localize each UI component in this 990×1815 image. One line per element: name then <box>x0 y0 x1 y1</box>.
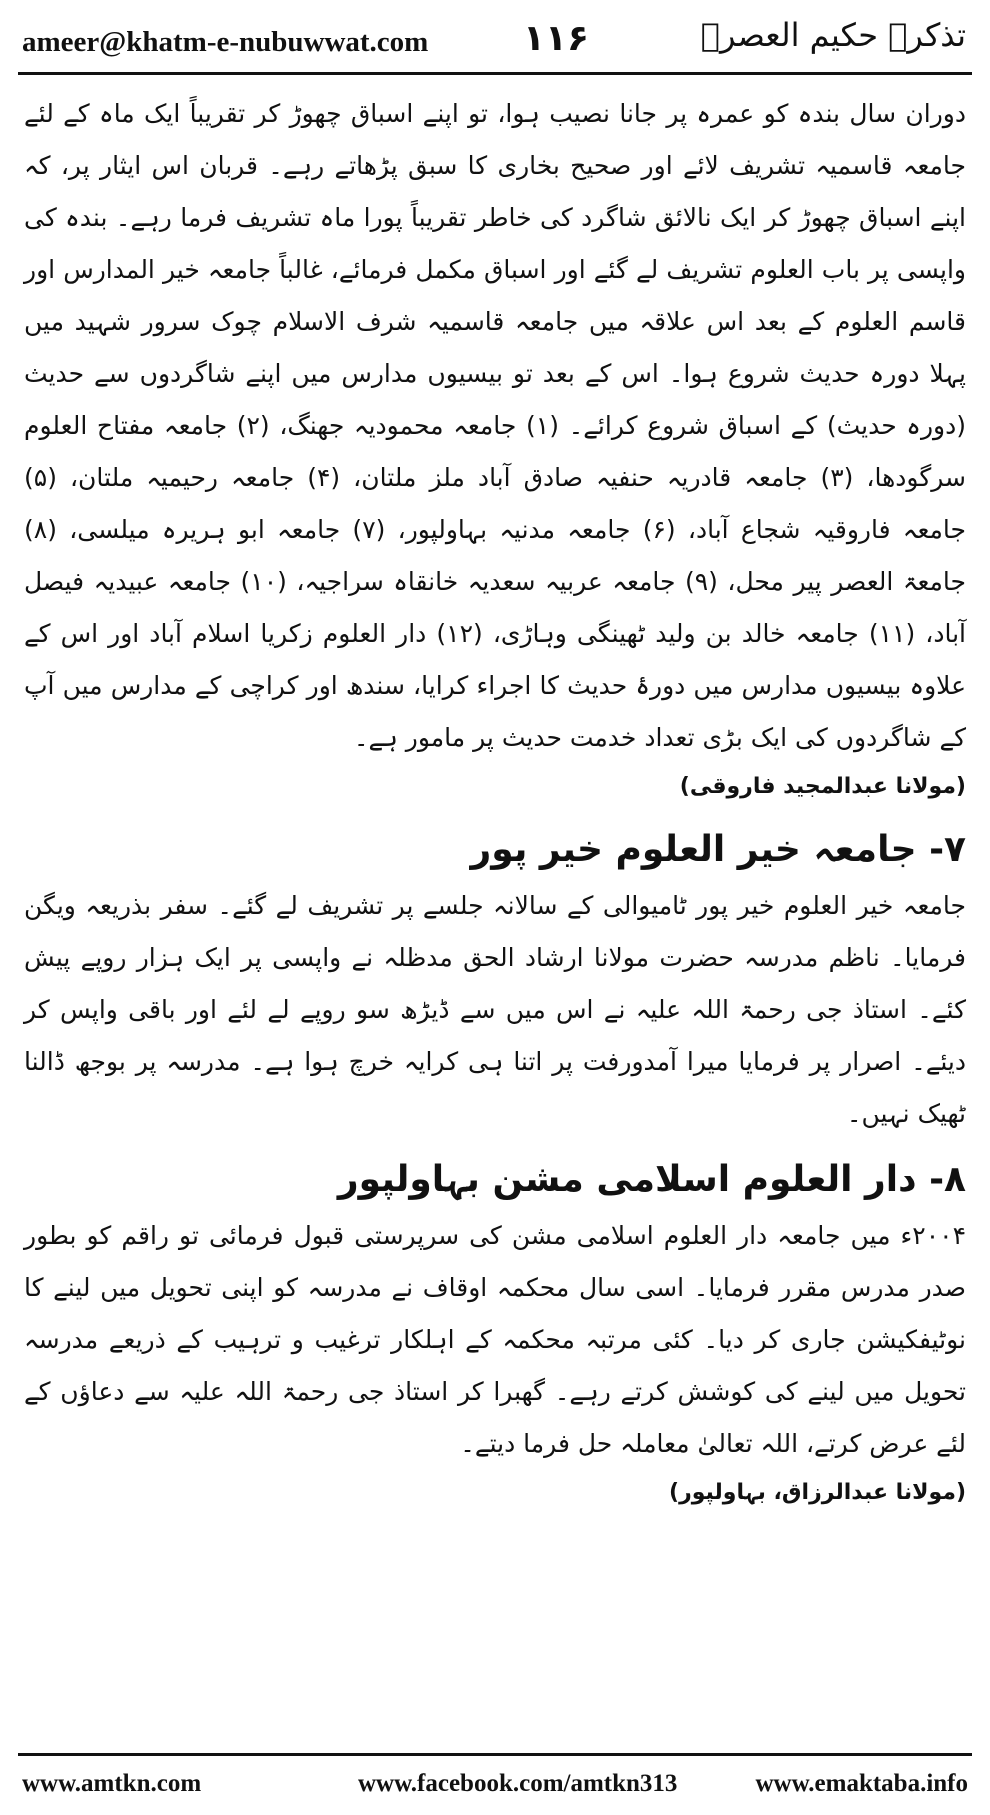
paragraph-2: جامعہ خیر العلوم خیر پور ٹامیوالی کے سالانہ جلسے پر تشریف لے گئے۔ سفر بذریعہ ویگن فرمایا۔ ناظم مدرسہ حضرت مولانا ارشاد الحق مدظلہ نے واپسی پر ایک ہزار روپے پیش کئے۔ استاذ جی رحمۃ اللہ علیہ نے اس میں سے ڈیڑھ سو روپے لے لئے اور باقی واپس کر دیئے۔ اصرار پر فرمایا میرا آمدورفت پر اتنا ہی کرایہ خرچ ہوا ہے۔ مدرسہ پر بوجھ ڈالنا ٹھیک نہیں۔ <box>24 891 966 1128</box>
page-footer <box>18 1766 972 1806</box>
footer-link-facebook[interactable]: www.facebook.com/amtkn313 <box>358 1770 678 1797</box>
footer-link-emaktaba[interactable]: www.emaktaba.info <box>755 1770 968 1797</box>
header-divider <box>18 72 972 75</box>
paragraph-3: ۲۰۰۴ء میں جامعہ دار العلوم اسلامی مشن کی سرپرستی قبول فرمائی تو راقم کو بطور صدر مدرس مقرر فرمایا۔ اسی سال محکمہ اوقاف نے مدرسہ کو اپنی تحویل میں لینے کا نوٹیفکیشن جاری کر دیا۔ کئی مرتبہ محکمہ کے اہلکار ترغیب و ترہیب کے ذریعے مدرسہ تحویل میں لینے کی کوشش کرتے رہے۔ گھبرا کر استاذ جی رحمۃ اللہ علیہ سے دعاؤں کے لئے عرض کرتے، اللہ تعالیٰ معاملہ حل فرما دیتے۔ <box>24 1221 966 1458</box>
credit-1: (مولانا عبدالمجید فاروقی) <box>679 774 966 799</box>
section-heading-7: ۷- جامعہ خیر العلوم خیر پور <box>470 829 966 870</box>
credit-2: (مولانا عبدالرزاق، بہاولپور) <box>669 1480 966 1505</box>
page-number: ۱۱۶ <box>523 18 589 59</box>
footer-link-amtkn[interactable]: www.amtkn.com <box>22 1770 202 1797</box>
section-heading-8: ۸- دار العلوم اسلامی مشن بہاولپور <box>337 1159 966 1200</box>
book-title: تذکرہ حکیم العصرؒ <box>700 16 966 54</box>
footer-divider <box>18 1753 972 1756</box>
header-email: ameer@khatm-e-nubuwwat.com <box>22 26 429 58</box>
paragraph-1: دوران سال بندہ کو عمرہ پر جانا نصیب ہوا، تو اپنے اسباق چھوڑ کر تقریباً ایک ماہ کے لئے جامعہ قاسمیہ تشریف لائے اور صحیح بخاری کا سبق پڑھاتے رہے۔ قربان اس ایثار پر، کہ اپنے اسباق چھوڑ کر ایک نالائق شاگرد کی خاطر تقریباً پورا ماہ تشریف فرما رہے۔ بندہ کی واپسی پر باب العلوم تشریف لے گئے اور اسباق مکمل فرمائے، غالباً جامعہ خیر المدارس اور قاسم العلوم کے بعد اس علاقہ میں جامعہ قاسمیہ شرف الاسلام چوک سرور شہید میں پہلا دورہ حدیث شروع ہوا۔ اس کے بعد تو بیسیوں مدارس میں اپنے شاگردوں سے حدیث (دورہ حدیث) کے اسباق شروع کرائے۔ (۱) جامعہ محمودیہ جھنگ، (۲) جامعہ مفتاح العلوم سرگودھا، (۳) جامعہ قادریہ حنفیہ صادق آباد ملز ملتان، (۴) جامعہ رحیمیہ ملتان، (۵) جامعہ فاروقیہ شجاع آباد، (۶) جامعہ مدنیہ بہاولپور، (۷) جامعہ ابو ہریرہ میلسی، (۸) جامعۃ العصر پیر محل، (۹) جامعہ عربیہ سعدیہ خانقاہ سراجیہ، (۱۰) جامعہ عبیدیہ فیصل آباد، (۱۱) جامعہ خالد بن ولید ٹھینگی وہاڑی، (۱۲) دار العلوم زکریا اسلام آباد اور اس کے علاوہ بیسیوں مدارس میں دورۂ حدیث کا اجراء کرایا، سندھ اور کراچی کے مدارس میں آپ کے شاگردوں کی ایک بڑی تعداد خدمت حدیث پر مامور ہے۔ <box>24 99 967 752</box>
page-header <box>18 10 972 68</box>
page-body <box>24 88 966 1516</box>
